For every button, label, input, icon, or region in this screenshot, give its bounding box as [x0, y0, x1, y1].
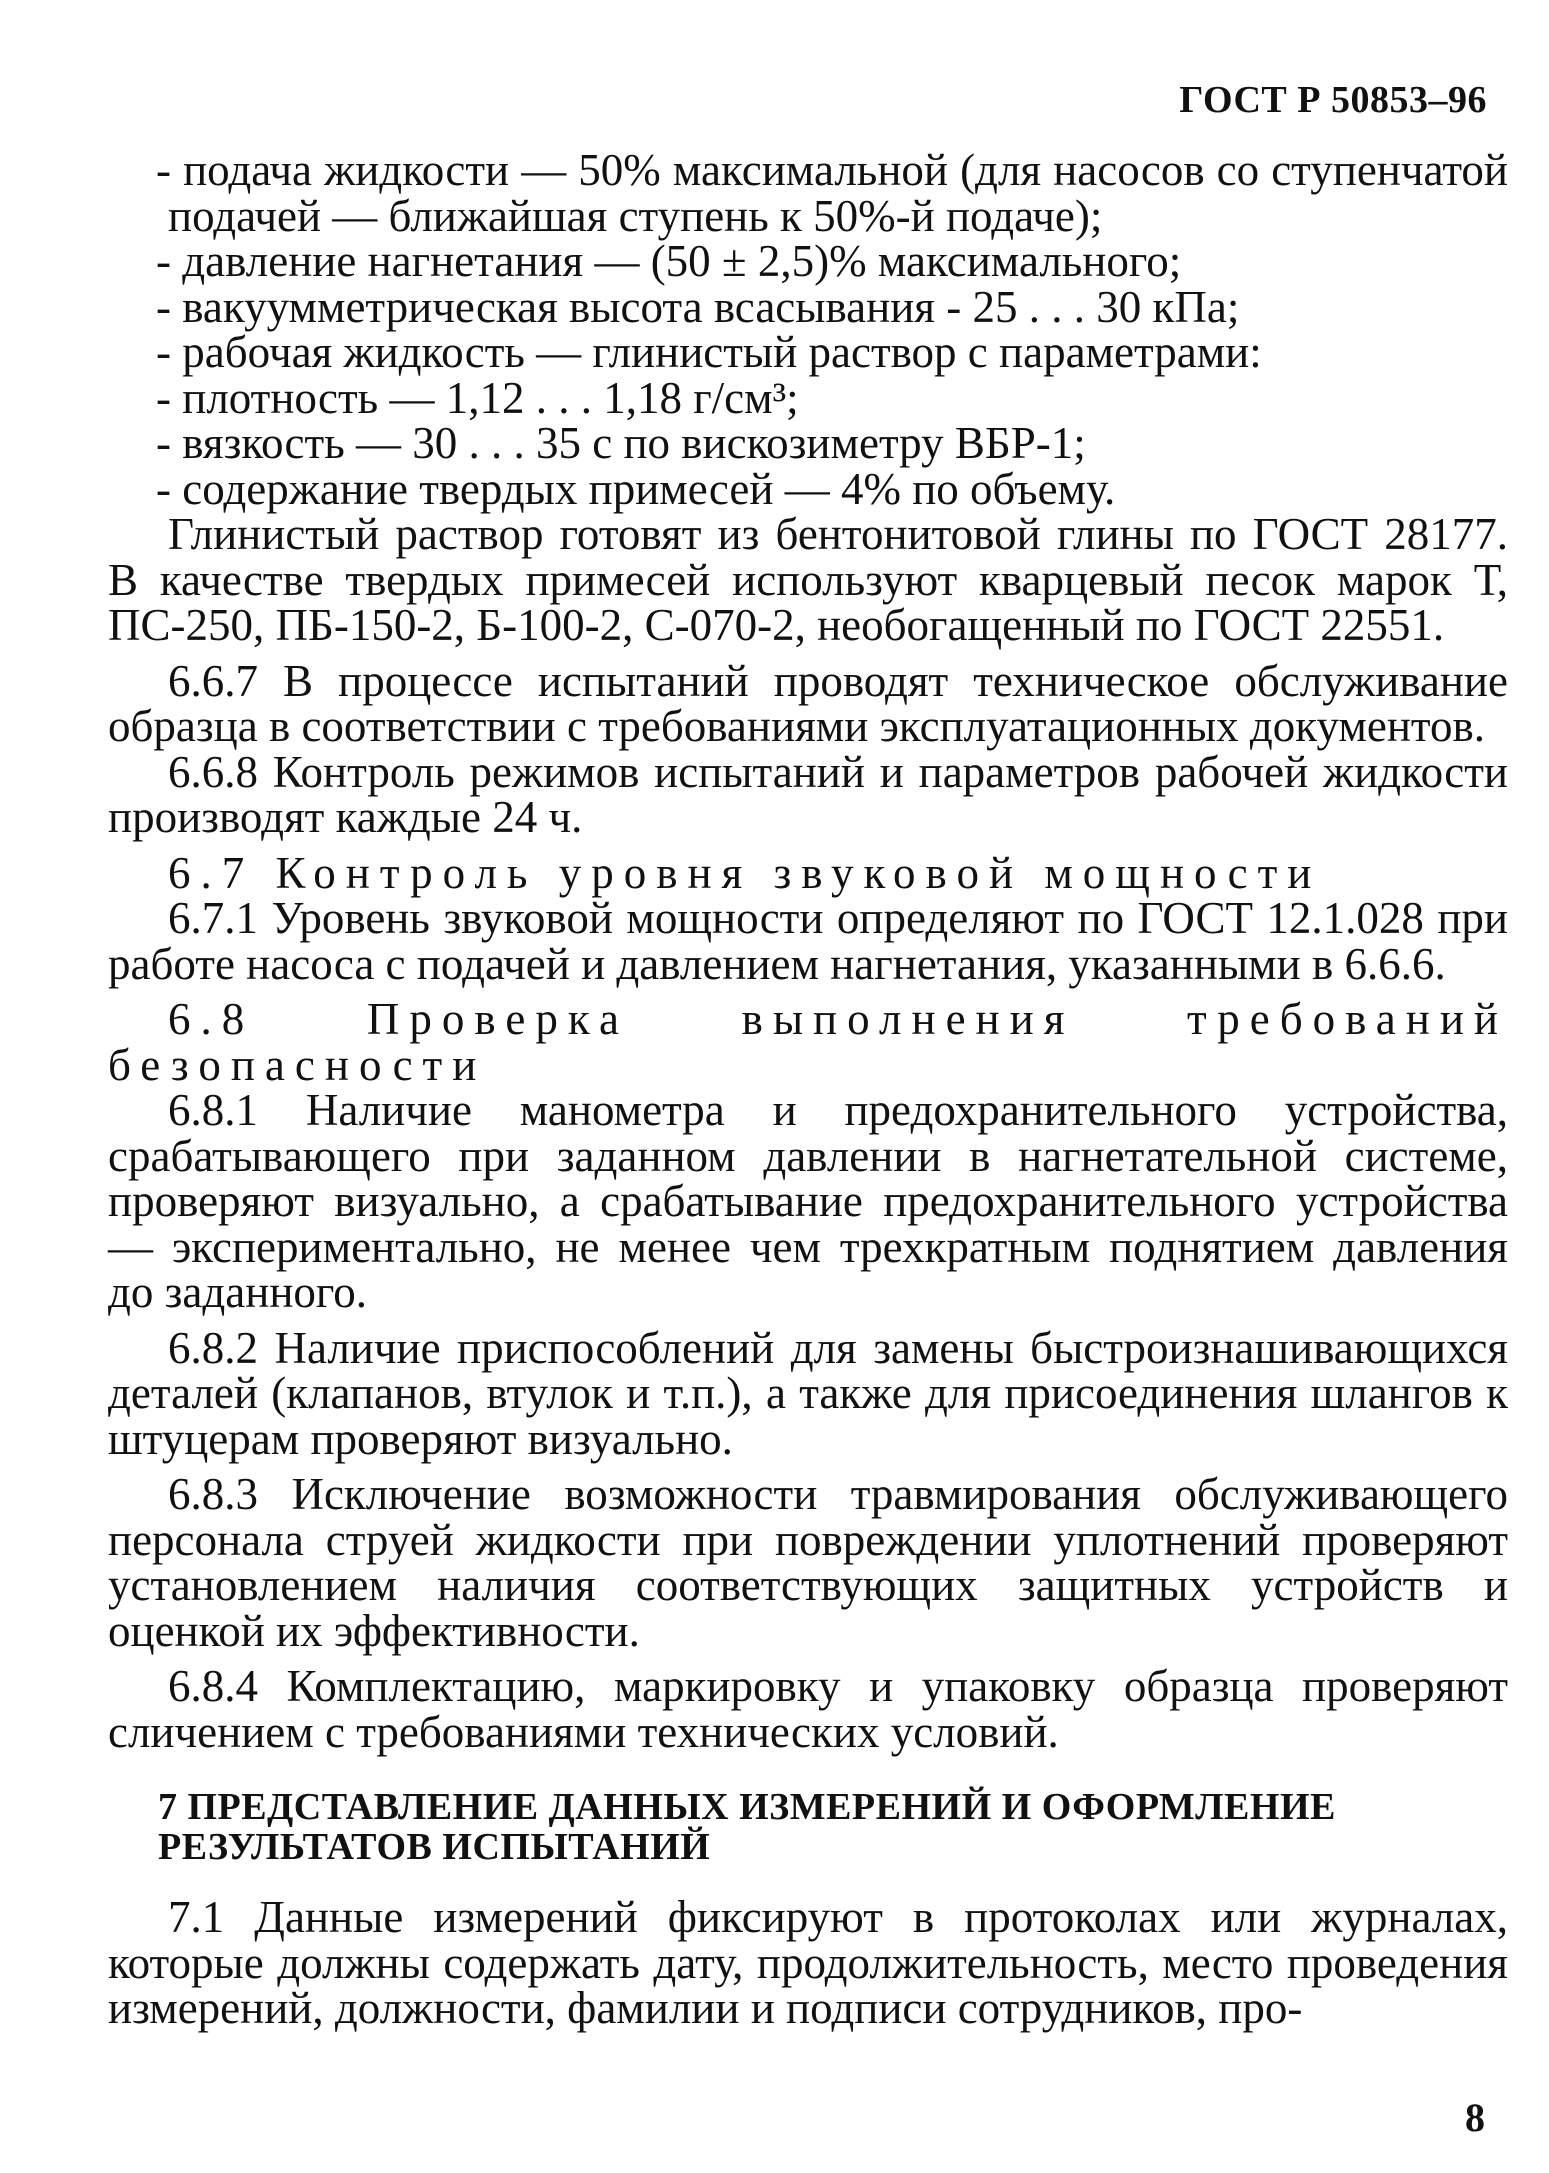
page-number: 8 [1465, 2095, 1485, 2140]
section-6-8-3: 6.8.3 Исключение возможности травмирования обслуживающего персонала струей жидкости при повреждении уплотнений проверяют установлением наличия соответствующих защитных устройств и оценкой их эффективности. [108, 1469, 1508, 1656]
param-vacuum: - вакуумметрическая высота всасывания - 25 . . . 30 кПа; [156, 281, 1240, 332]
param-pressure: - давление нагнетания — (50 ± 2,5)% максимального; [156, 236, 1182, 286]
document-header: ГОСТ Р 50853–96 [1179, 79, 1487, 121]
section-6-8-1: 6.8.1 Наличие манометра и предохранительного устройства, срабатывающего при заданном давлении в нагнетательной системе, проверяют визуально, а срабатывание предохранительного устройства — экспериментально, не менее чем трехкратным поднятием давления до заданного. [108, 1085, 1508, 1317]
section-7-1: 7.1 Данные измерений фиксируют в протоколах или журналах, которые должны содержать дату, продолжительность, место проведения измерений, должности, фамилии и подписи сотрудников, про- [108, 1892, 1508, 2033]
section-6-8-2: 6.8.2 Наличие приспособлений для замены быстроизнашивающихся деталей (клапанов, втулок и т.п.), а также для присоединения шлангов к штуцерам проверяют визуально. [108, 1322, 1508, 1464]
clay-paragraph: Глинистый раствор готовят из бентонитовой глины по ГОСТ 28177. В качестве твердых примесей используют кварцевый песок марок Т, ПС-250, ПБ-150-2, Б-100-2, С-070-2, необогащенный по ГОСТ 22551. [108, 509, 1508, 650]
param-flow: - подача жидкости — 50% максимальной (для насосов со ступенчатой подачей — ближайшая ступень к 50%-й подаче); [156, 145, 1508, 241]
section-6-8-4: 6.8.4 Комплектацию, маркировку и упаковку образца проверяют сличением с требованиями технических условий. [108, 1661, 1508, 1757]
section-6-7-1: 6.7.1 Уровень звуковой мощности определяют по ГОСТ 12.1.028 при работе насоса с подачей и давлением нагнетания, указанными в 6.6.6. [108, 893, 1508, 989]
heading-7: 7 ПРЕДСТАВЛЕНИЕ ДАННЫХ ИЗМЕРЕНИЙ И ОФОРМЛЕНИЕ РЕЗУЛЬТАТОВ ИСПЫТАНИЙ [158, 1786, 1336, 1868]
heading-6-8: 6.8 Проверка выполнения требований безопасности [108, 994, 1508, 1090]
param-density: - плотность — 1,12 . . . 1,18 г/см³; [156, 372, 799, 423]
param-viscosity: - вязкость — 30 . . . 35 с по вискозиметру ВБР-1; [156, 418, 1086, 468]
heading-6-7: 6.7 Контроль уровня звуковой мощности [168, 847, 1322, 898]
param-solids: - содержание твердых примесей — 4% по объему. [156, 463, 1116, 514]
section-6-6-8: 6.6.8 Контроль режимов испытаний и параметров рабочей жидкости производят каждые 24 ч. [108, 746, 1508, 842]
section-6-6-7: 6.6.7 В процессе испытаний проводят техническое обслуживание образца в соответствии с требованиями эксплуатационных документов. [108, 655, 1508, 751]
page-content [108, 145, 1508, 2033]
param-fluid: - рабочая жидкость — глинистый раствор с параметрами: [156, 327, 1262, 377]
